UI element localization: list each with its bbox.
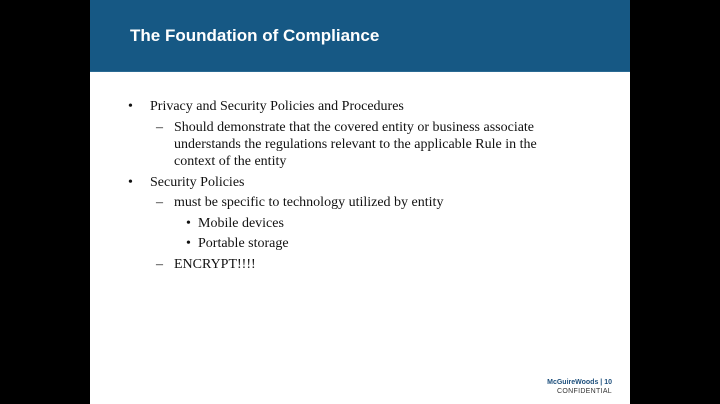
bullet-marker: – bbox=[156, 120, 163, 135]
bullet-marker: – bbox=[156, 195, 163, 210]
bullet-marker: – bbox=[156, 257, 163, 272]
bullet-text: must be specific to technology utilized by entity bbox=[174, 195, 444, 210]
bullet-text: understands the regulations relevant to the applicable Rule in the bbox=[174, 137, 537, 152]
slide-header bbox=[90, 0, 630, 72]
bullet-marker: • bbox=[186, 216, 191, 231]
bullet-text: Should demonstrate that the covered entity or business associate bbox=[174, 120, 535, 135]
slide bbox=[90, 0, 630, 404]
bullet-marker: • bbox=[128, 99, 133, 114]
bullet-text: Mobile devices bbox=[198, 216, 284, 231]
bullet-text: ENCRYPT!!!! bbox=[174, 257, 256, 272]
confidential-label: CONFIDENTIAL bbox=[557, 388, 612, 395]
brand-name: McGuireWoods bbox=[547, 379, 599, 386]
bullet-text: context of the entity bbox=[174, 154, 287, 169]
bullet-text: Portable storage bbox=[198, 236, 289, 251]
bullet-text: Security Policies bbox=[150, 175, 245, 190]
slide-title: The Foundation of Compliance bbox=[130, 26, 380, 45]
footer-logo bbox=[547, 378, 612, 396]
bullet-marker: • bbox=[186, 236, 191, 251]
bullet-marker: • bbox=[128, 175, 133, 190]
page-number: | 10 bbox=[600, 379, 612, 386]
bullet-text: Privacy and Security Policies and Procedures bbox=[150, 99, 404, 114]
